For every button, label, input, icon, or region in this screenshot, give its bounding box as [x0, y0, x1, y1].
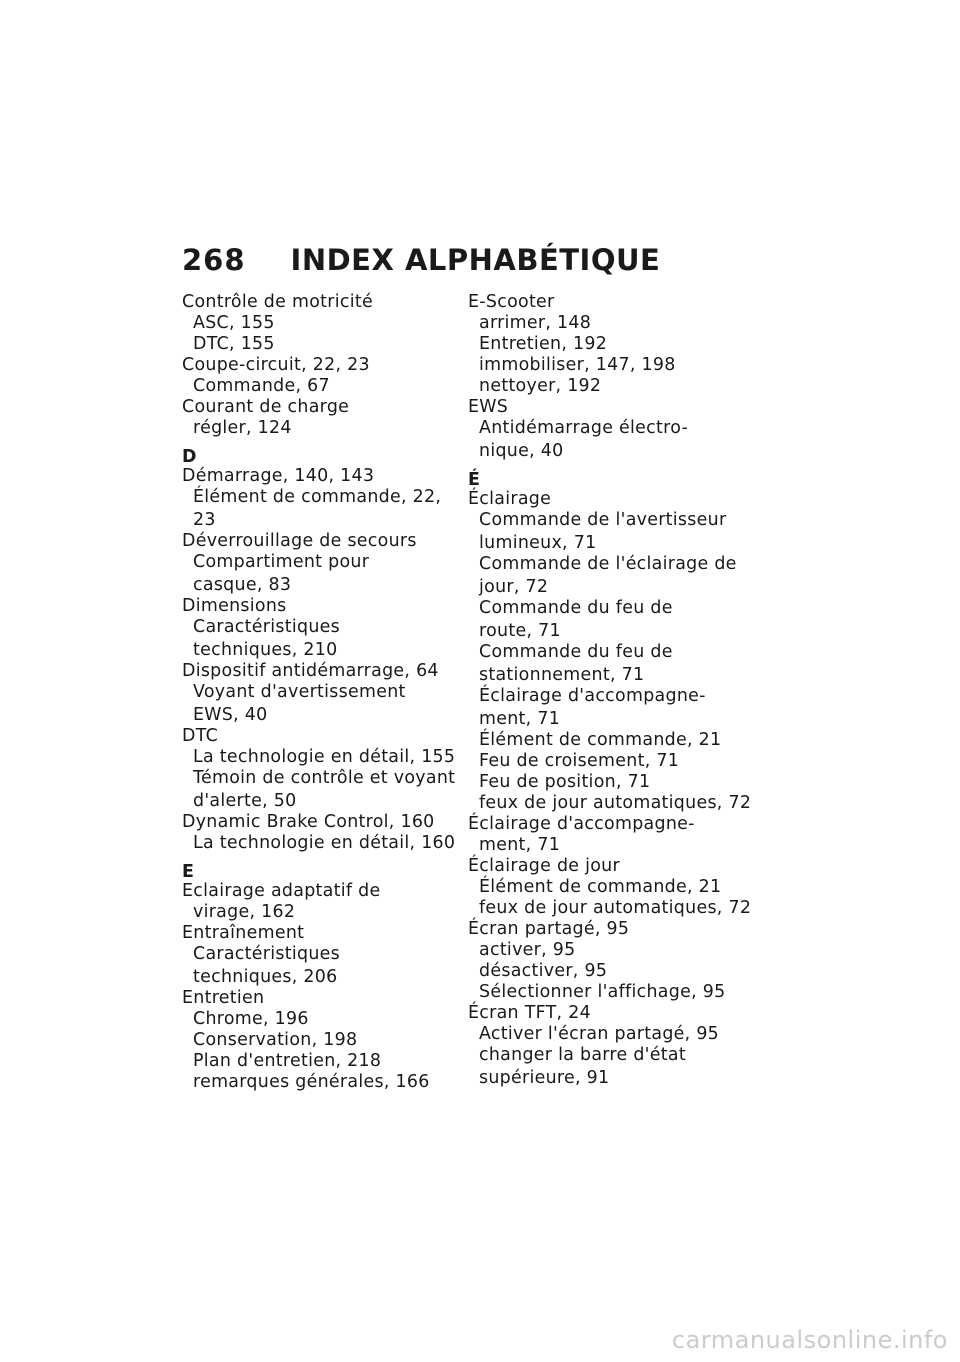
index-entry: Éclairage d'accompagne- — [468, 814, 695, 834]
index-subentry: Élément de commande, 21 — [479, 877, 722, 897]
index-subentry: stationnement, 71 — [479, 665, 645, 685]
index-subentry: Élément de commande, 22, — [193, 487, 442, 507]
index-entry: Éclairage de jour — [468, 856, 620, 876]
index-subentry: Plan d'entretien, 218 — [193, 1051, 382, 1071]
index-subentry: Voyant d'avertissement — [193, 682, 406, 702]
index-entry: Démarrage, 140, 143 — [182, 466, 375, 486]
index-subentry: Conservation, 198 — [193, 1030, 358, 1050]
index-subentry: arrimer, 148 — [479, 313, 592, 333]
index-subentry: EWS, 40 — [193, 705, 268, 725]
index-entry: Dispositif antidémarrage, 64 — [182, 661, 439, 681]
index-entry: Éclairage — [468, 489, 552, 509]
index-entry: Déverrouillage de secours — [182, 531, 417, 551]
index-subentry: immobiliser, 147, 198 — [479, 355, 676, 375]
index-subentry: DTC, 155 — [193, 334, 275, 354]
index-subentry: Caractéristiques — [193, 617, 340, 637]
page-number: 268 — [182, 243, 246, 277]
index-entry: Dynamic Brake Control, 160 — [182, 812, 435, 832]
index-subentry: jour, 72 — [479, 577, 549, 597]
index-subentry: d'alerte, 50 — [193, 791, 297, 811]
index-subentry: lumineux, 71 — [479, 533, 597, 553]
index-entry: Courant de charge — [182, 397, 350, 417]
page-header — [182, 240, 660, 280]
index-subentry: casque, 83 — [193, 575, 292, 595]
index-subentry: La technologie en détail, 160 — [193, 833, 456, 853]
index-subentry: Commande de l'éclairage de — [479, 554, 737, 574]
index-entry: Coupe-circuit, 22, 23 — [182, 355, 370, 375]
index-subentry: ment, 71 — [479, 835, 561, 855]
index-subentry: nettoyer, 192 — [479, 376, 602, 396]
index-column-left — [182, 292, 454, 1093]
index-subentry: désactiver, 95 — [479, 961, 608, 981]
page-title: INDEX ALPHABÉTIQUE — [290, 243, 661, 277]
index-entry: Contrôle de motricité — [182, 292, 373, 312]
index-letter-heading: E — [182, 862, 194, 882]
index-subentry: Chrome, 196 — [193, 1009, 309, 1029]
index-subentry: Éclairage d'accompagne- — [479, 686, 706, 706]
index-entry: E-Scooter — [468, 292, 555, 312]
index-subentry: feux de jour automatiques, 72 — [479, 898, 752, 918]
index-subentry: régler, 124 — [193, 418, 292, 438]
index-subentry: Caractéristiques — [193, 944, 340, 964]
index-subentry: La technologie en détail, 155 — [193, 747, 456, 767]
index-entry: Écran TFT, 24 — [468, 1003, 591, 1023]
index-subentry: techniques, 210 — [193, 640, 338, 660]
watermark: carmanualsonline.info — [671, 1326, 948, 1354]
index-entry: EWS — [468, 397, 509, 417]
index-entry: Entraînement — [182, 923, 305, 943]
index-subentry: supérieure, 91 — [479, 1068, 610, 1088]
index-entry: Entretien — [182, 988, 265, 1008]
index-entry: Écran partagé, 95 — [468, 919, 630, 939]
index-subentry: Commande de l'avertisseur — [479, 510, 727, 530]
index-subentry: remarques générales, 166 — [193, 1072, 430, 1092]
index-entry: Dimensions — [182, 596, 287, 616]
index-subentry: Activer l'écran partagé, 95 — [479, 1024, 720, 1044]
index-letter-heading: D — [182, 447, 197, 467]
index-subentry: Témoin de contrôle et voyant — [193, 768, 456, 788]
index-subentry: Commande du feu de — [479, 642, 673, 662]
index-subentry: activer, 95 — [479, 940, 576, 960]
index-subentry: ASC, 155 — [193, 313, 275, 333]
index-entry: DTC — [182, 726, 219, 746]
index-subentry: techniques, 206 — [193, 967, 338, 987]
index-entry: Eclairage adaptatif de — [182, 881, 381, 901]
index-subentry: ment, 71 — [479, 709, 561, 729]
index-subentry: virage, 162 — [193, 902, 296, 922]
index-subentry: Feu de position, 71 — [479, 772, 651, 792]
index-letter-heading: É — [468, 470, 480, 490]
index-subentry: Commande, 67 — [193, 376, 330, 396]
index-subentry: Antidémarrage électro- — [479, 418, 689, 438]
index-subentry: feux de jour automatiques, 72 — [479, 793, 752, 813]
index-subentry: changer la barre d'état — [479, 1045, 686, 1065]
index-subentry: Compartiment pour — [193, 552, 370, 572]
index-subentry: route, 71 — [479, 621, 561, 641]
index-subentry: Feu de croisement, 71 — [479, 751, 680, 771]
index-column-right — [468, 292, 752, 1089]
index-subentry: Commande du feu de — [479, 598, 673, 618]
index-subentry: Entretien, 192 — [479, 334, 608, 354]
index-subentry: 23 — [193, 510, 216, 530]
index-subentry: Sélectionner l'affichage, 95 — [479, 982, 726, 1002]
index-subentry: nique, 40 — [479, 441, 564, 461]
index-subentry: Élément de commande, 21 — [479, 730, 722, 750]
